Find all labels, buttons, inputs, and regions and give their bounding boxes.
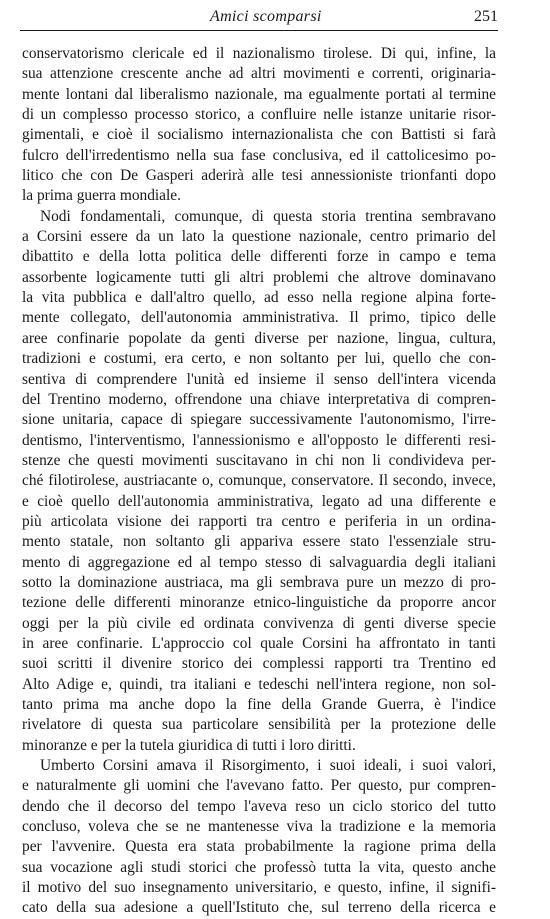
text-line: sua attenzione crescente anche ad altri movimenti e correnti, originaria- <box>22 65 496 83</box>
text-line: litico che con De Gasperi aderirà alle tesi annessioniste trionfanti dopo <box>22 167 496 185</box>
text-line: dendo che il decorso del tempo l'aveva reso un ciclo storico del tutto <box>22 797 496 815</box>
text-line: sua vocazione agli studi storici che professò tutta la vita, questo anche <box>22 858 496 876</box>
paragraph <box>22 756 496 919</box>
text-line: in aree confinarie. L'approccio col quale Corsini ha affrontato in tanti <box>22 634 496 652</box>
text-line: la prima guerra mondiale. <box>22 187 181 205</box>
text-line: sentiva di comprendere l'unità ed insieme il senso dell'intera vicenda <box>22 370 496 388</box>
text-line: tanto prima ma anche dopo la fine della Grande Guerra, è l'indice <box>22 696 496 713</box>
paragraph <box>22 44 496 207</box>
text-line: per l'avvenire. Questa era stata probabilmente la ragione prima della <box>22 838 496 856</box>
text-line: e cioè quello dell'autonomia amministrativa, legato ad una differente e <box>22 492 496 510</box>
text-line: ché filotirolese, austriacante o, comunque, conservatore. Il secondo, invece, <box>22 472 496 490</box>
text-line: gimentali, e cioè il socialismo internazionalista che con Battisti si farà <box>22 126 496 144</box>
text-line: mento di aggregazione ed al tempo stesso di salvaguardia degli italiani <box>22 553 496 571</box>
text-line: mente lontani dal liberalismo nazionale, ma egualmente portati al termine <box>22 85 496 103</box>
text-line: fulcro dell'irredentismo nella sua fase conclusiva, ed il cattolicesimo po- <box>22 146 496 164</box>
body-text <box>22 44 496 919</box>
text-line: conservatorismo clericale ed il nazionalismo tirolese. Di qui, infine, la <box>22 45 496 62</box>
running-title: Amici scomparsi <box>210 8 322 25</box>
text-line: più articolata visione dei rapporti tra centro e periferia in un ordina- <box>22 512 496 530</box>
running-head <box>20 6 498 31</box>
text-line: e naturalmente gli uomini che l'avevano fatto. Per questo, pur compren- <box>22 777 496 795</box>
text-line: tezione delle differenti minoranze etnico-linguistiche da proporre ancor <box>22 594 496 612</box>
text-line: dentismo, l'interventismo, l'annessionismo e all'opposto le differenti resi- <box>22 431 496 449</box>
text-line: Nodi fondamentali, comunque, di questa storia trentina sembravano <box>40 207 496 225</box>
text-line: sotto la dominazione austriaca, ma gli sembrava pure un mezzo di pro- <box>22 573 496 591</box>
text-line: assorbente logicamente tutti gli altri problemi che altrove dominavano <box>22 268 496 286</box>
text-line: dibattito e della lotta politica delle differenti forze in campo e tema <box>22 248 496 266</box>
text-line: minoranze e per la tutela giuridica di tutti i loro diritti. <box>22 736 356 754</box>
text-line: tradizioni e costumi, era certo, e non soltanto per lui, quello che con- <box>22 350 496 368</box>
paragraph <box>22 207 496 756</box>
text-line: oggi per la più civile ed ordinata convivenza di genti diverse specie <box>22 614 496 632</box>
text-line: rivelatore di questa sua particolare sensibilità per la protezione delle <box>22 716 496 734</box>
text-line: Alto Adige e, quindi, tra italiani e tedeschi nell'intera regione, non sol- <box>22 675 496 693</box>
text-line: la vita pubblica e dall'altro quello, ad esso nella regione alpina forte- <box>22 289 496 307</box>
text-line: Umberto Corsini amava il Risorgimento, i suoi ideali, i suoi valori, <box>40 757 496 775</box>
text-line: a Corsini essere da un lato la questione nazionale, centro primario del <box>22 228 496 246</box>
text-line: suoi scritti il divenire storico dei complessi rapporti tra Trentino ed <box>22 655 496 673</box>
text-line: mento statale, non soltanto gli appariva essere stato l'essenziale stru- <box>22 533 496 551</box>
text-line: mente collegato, dell'autonomia amministrativa. Il primo, tipico delle <box>22 309 496 327</box>
text-line: sione unitaria, capace di spiegare successivamente l'autonomismo, l'irre- <box>22 411 496 429</box>
page-number: 251 <box>474 8 498 25</box>
text-line: del Trentino moderno, offrendone una chiave interpretativa di compren- <box>22 390 496 408</box>
text-line: stenze che questi movimenti suscitavano in chi non li condivideva per- <box>22 451 496 469</box>
text-line: concluso, voleva che se ne mantenesse viva la tradizione e la memoria <box>22 818 496 836</box>
text-line: aree confinarie popolate da genti diverse per nazione, lingua, cultura, <box>22 329 496 347</box>
text-line: il motivo del suo insegnamento universitario, e questo, infine, il signifi- <box>22 879 496 897</box>
text-line: cato della sua adesione a quell'Istituto che, sul terreno della ricerca e <box>22 899 496 917</box>
text-line: di un complesso processo storico, a confluire nelle istanze unitarie risor- <box>22 106 496 124</box>
